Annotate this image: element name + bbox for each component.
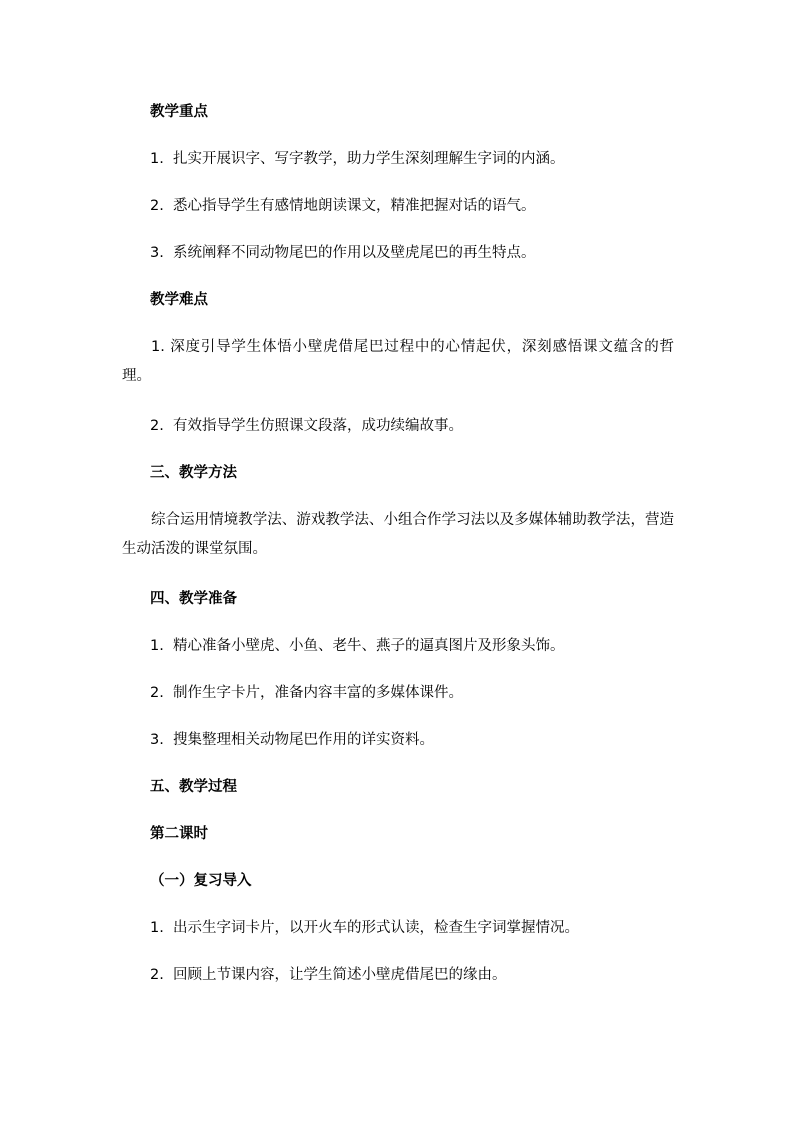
- item-number: 1.: [150, 920, 164, 936]
- item-number: 3.: [150, 732, 164, 748]
- item-number: 3.: [150, 245, 164, 261]
- preparation-item-2: [150, 679, 674, 708]
- difficulty-item-2: [150, 412, 674, 441]
- item-text: 搜集整理相关动物尾巴作用的详实资料。: [173, 732, 434, 748]
- item-text: 回顾上节课内容，让学生简述小壁虎借尾巴的缘由。: [173, 967, 507, 983]
- item-text: 制作生字卡片，准备内容丰富的多媒体课件。: [173, 685, 463, 701]
- focus-item-1: [150, 145, 674, 174]
- item-number: 1.: [150, 638, 164, 654]
- item-text: 出示生字词卡片，以开火车的形式认读，检查生字词掌握情况。: [173, 920, 579, 936]
- item-text: 扎实开展识字、写字教学，助力学生深刻理解生字词的内涵。: [173, 151, 565, 167]
- focus-item-2: [150, 192, 674, 221]
- preparation-item-3: [150, 726, 674, 755]
- item-number: 2.: [150, 198, 164, 214]
- item-text: 精心准备小壁虎、小鱼、老牛、燕子的逼真图片及形象头饰。: [173, 638, 565, 654]
- review-item-2: [150, 961, 674, 990]
- heading-teaching-difficulty: 教学难点: [150, 292, 208, 308]
- methods-paragraph: 综合运用情境教学法、游戏教学法、小组合作学习法以及多媒体辅助教学法，营造生动活泼的课堂氛围。: [122, 512, 674, 557]
- item-text: 悉心指导学生有感情地朗读课文，精准把握对话的语气。: [173, 198, 536, 214]
- heading-teaching-preparation: 四、教学准备: [150, 591, 237, 607]
- heading-teaching-methods: 三、教学方法: [150, 465, 237, 481]
- item-number: 1.: [150, 151, 164, 167]
- focus-item-3: [150, 239, 674, 268]
- item-number: 2.: [150, 685, 164, 701]
- difficulty-item-1: 1. 深度引导学生体悟小壁虎借尾巴过程中的心情起伏，深刻感悟课文蕴含的哲理。: [122, 339, 674, 384]
- heading-second-lesson: 第二课时: [150, 826, 208, 842]
- heading-teaching-focus: 教学重点: [150, 104, 208, 120]
- preparation-item-1: [150, 632, 674, 661]
- item-number: 2.: [150, 967, 164, 983]
- review-item-1: [150, 914, 674, 943]
- heading-review-intro: （一）复习导入: [150, 873, 252, 889]
- item-text: 系统阐释不同动物尾巴的作用以及壁虎尾巴的再生特点。: [173, 245, 536, 261]
- item-text: 有效指导学生仿照课文段落，成功续编故事。: [173, 418, 463, 434]
- item-number: 2.: [150, 418, 164, 434]
- heading-teaching-process: 五、教学过程: [150, 779, 237, 795]
